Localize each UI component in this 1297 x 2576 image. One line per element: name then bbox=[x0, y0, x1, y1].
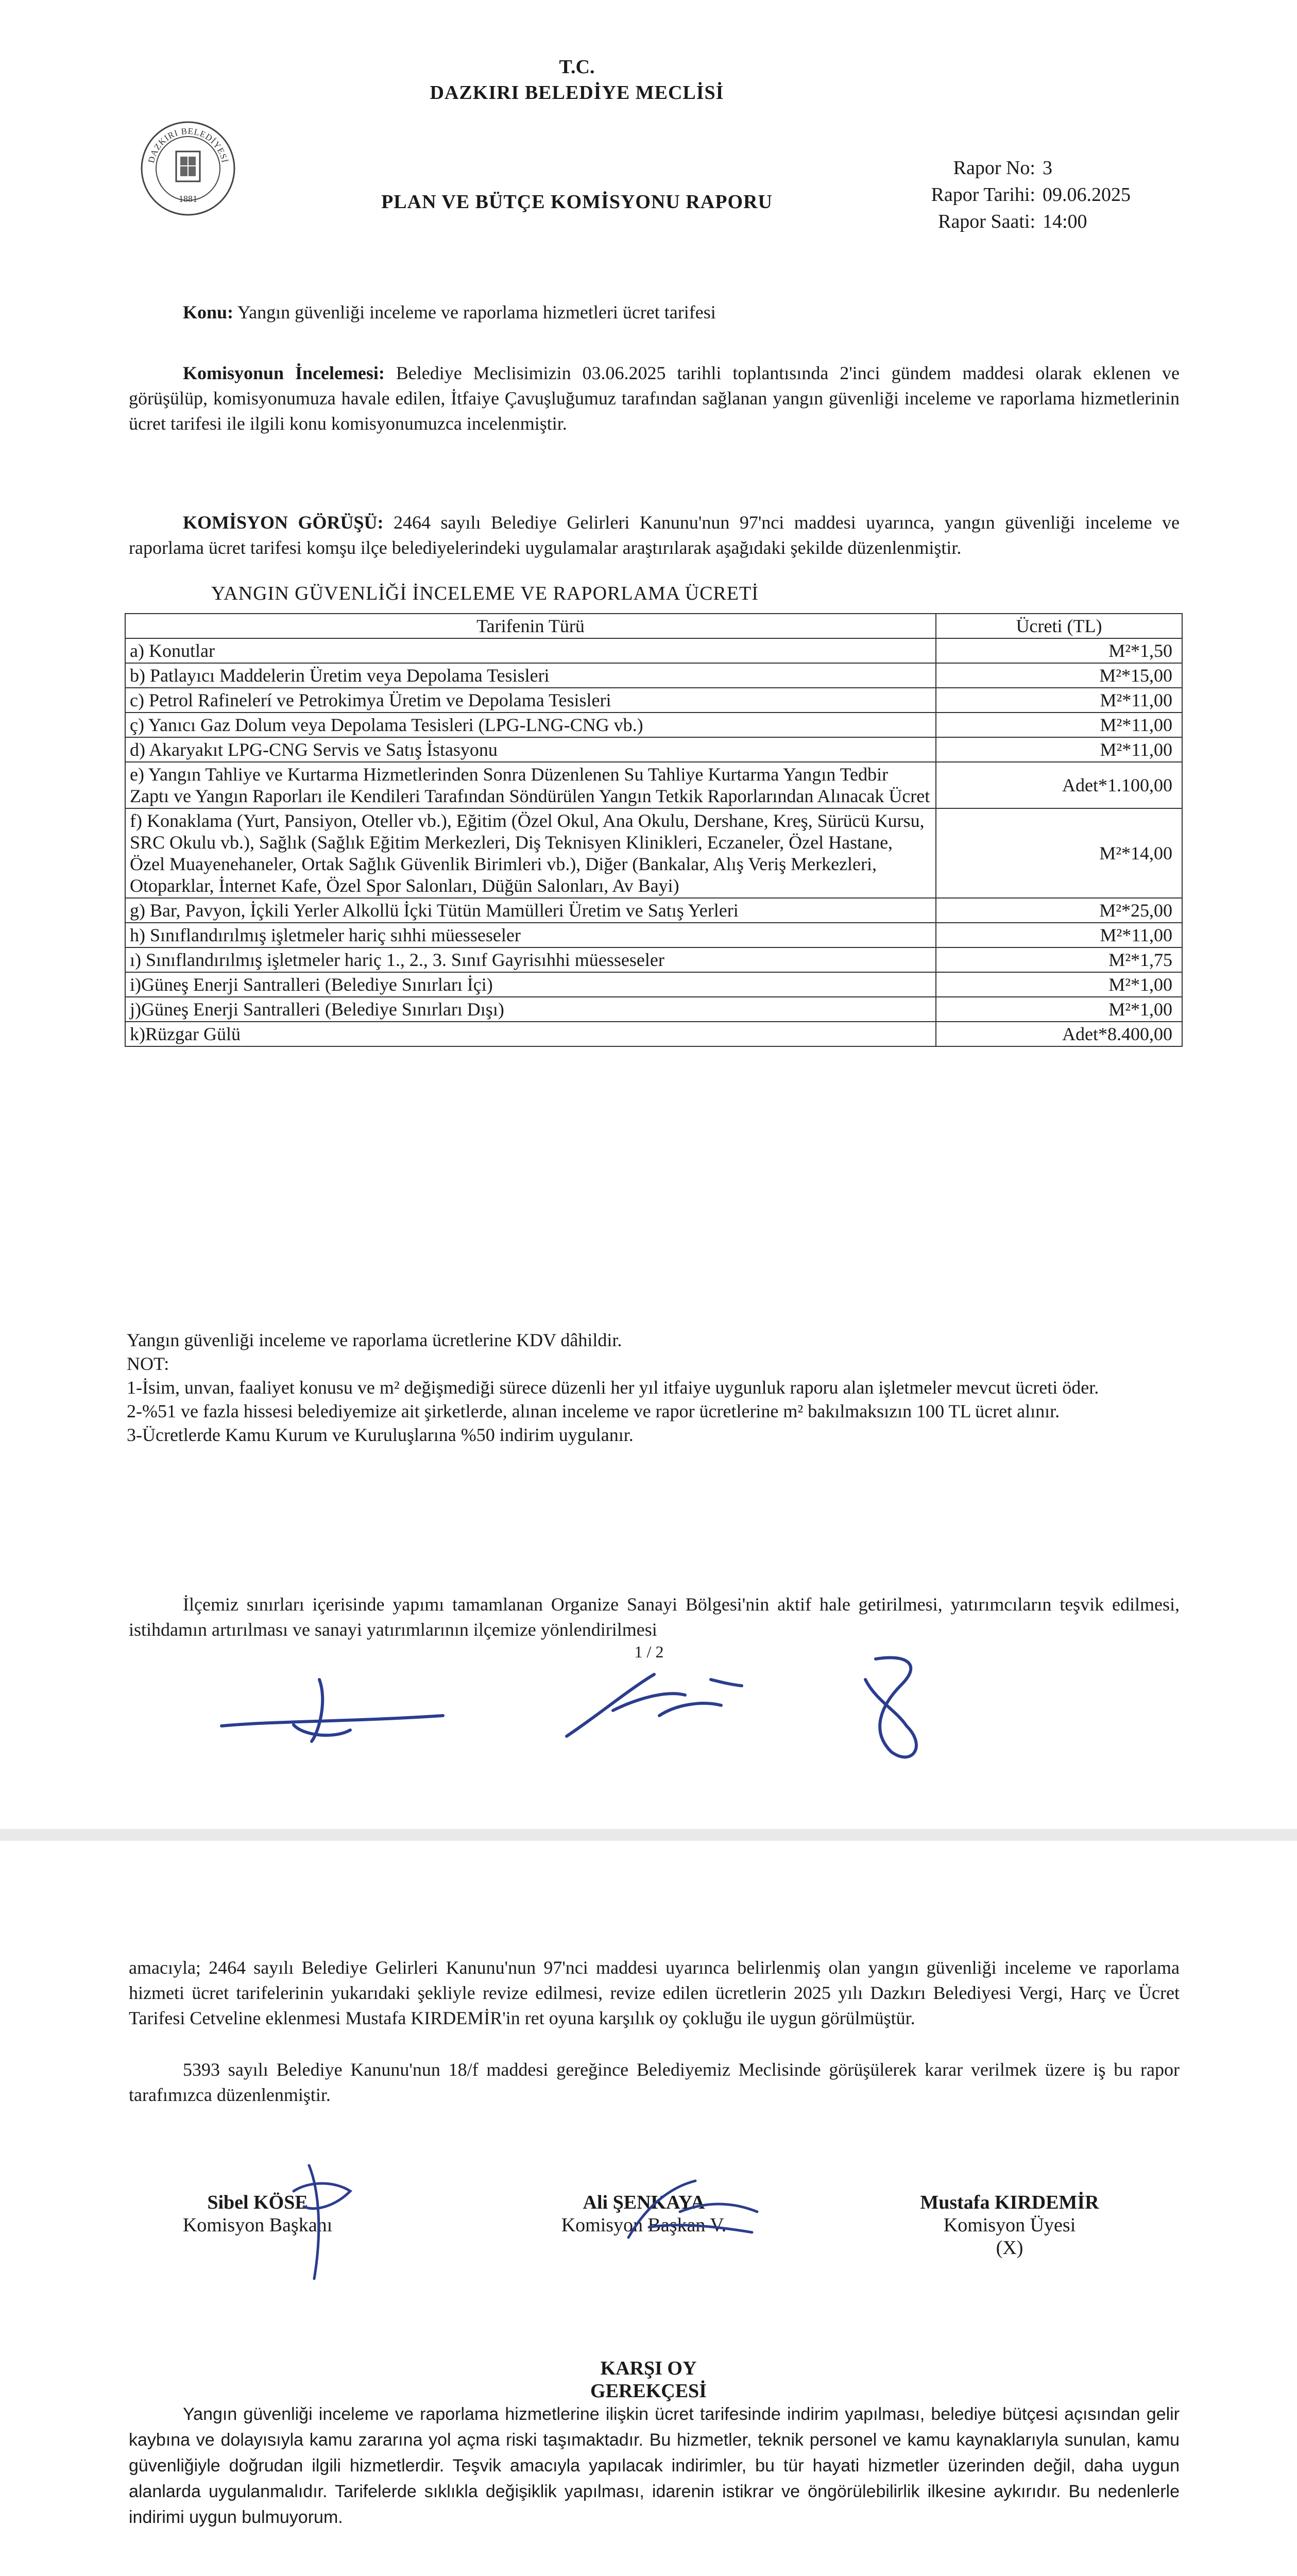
signature-1-icon bbox=[216, 1664, 453, 1752]
fee-amount-cell: M²*11,00 bbox=[936, 713, 1182, 737]
fee-type-cell: j)Güneş Enerji Santralleri (Belediye Sınırları Dışı) bbox=[125, 997, 936, 1022]
svg-text:DAZKIRI BELEDİYESİ: DAZKIRI BELEDİYESİ bbox=[146, 126, 230, 164]
signer-chair-name: Sibel KÖSE bbox=[207, 2192, 308, 2213]
fee-type-cell: g) Bar, Pavyon, İçkili Yerler Alkollü İçki Tütün Mamülleri Üretim ve Satış Yerleri bbox=[125, 898, 936, 923]
fee-amount-cell: M²*1,00 bbox=[936, 997, 1182, 1022]
fee-type-cell: b) Patlayıcı Maddelerin Üretim veya Depolama Tesisleri bbox=[125, 663, 936, 688]
fee-table-row bbox=[125, 737, 1182, 762]
fee-type-cell: f) Konaklama (Yurt, Pansiyon, Oteller vb.), Eğitim (Özel Okul, Ana Okulu, Dershane, Kreş, Sürücü Kursu, SRC Okulu vb.), Sağlık (Sağlık Eğitim Merkezleri, Diş Teknisyen Klinikleri, Eczaneler, Özel Hastane, Özel Muayenehaneler, Ortak Sağlık Güvenlik Birimleri vb.), Diğer (Bankalar, Alış Veriş Merkezleri, Otoparklar, İnternet Kafe, Özel Spor Salonları, Düğün Salonları, Av Bayi) bbox=[125, 808, 936, 898]
fee-amount-cell: M²*15,00 bbox=[936, 663, 1182, 688]
fee-table-row bbox=[125, 947, 1182, 972]
report-title: PLAN VE BÜTÇE KOMİSYONU RAPORU bbox=[381, 191, 773, 213]
signer-chair-role: Komisyon Başkanı bbox=[182, 2214, 333, 2236]
fee-table-header-type: Tarifenin Türü bbox=[125, 614, 936, 638]
subject-text: Yangın güvenliği inceleme ve raporlama hizmetleri ücret tarifesi bbox=[237, 302, 716, 323]
subject-line bbox=[183, 300, 1162, 325]
fee-type-cell: h) Sınıflandırılmış işletmeler hariç sıhhi müesseseler bbox=[125, 923, 936, 947]
report-time-row bbox=[896, 208, 1257, 235]
fee-table-row bbox=[125, 972, 1182, 997]
signature-vice-chair-icon bbox=[618, 2171, 773, 2248]
fee-amount-cell: M²*25,00 bbox=[936, 898, 1182, 923]
note-3: 3-Ücretlerde Kamu Kurum ve Kuruluşlarına %50 indirim uygulanır. bbox=[127, 1425, 634, 1445]
fee-table-row bbox=[125, 713, 1182, 737]
note-vat: Yangın güvenliği inceleme ve raporlama ücretlerine KDV dâhildir. bbox=[127, 1330, 622, 1350]
fee-amount-cell: Adet*8.400,00 bbox=[936, 1022, 1182, 1046]
subject-label: Konu: bbox=[183, 302, 234, 323]
opinion-label: KOMİSYON GÖRÜŞÜ: bbox=[183, 512, 384, 533]
continuation-paragraph: amacıyla; 2464 sayılı Belediye Gelirleri Kanunu'nun 97'nci maddesi uyarınca belirlenmiş olan yangın güvenliği inceleme ve raporlama hizmeti ücret tarifelerinin yukarıdaki şekliyle revize edilmesi, revize edilen ücretlerin 2025 yılı Dazkırı Belediyesi Vergi, Harç ve Ücret Tarifesi Cetveline eklenmesi Mustafa KIRDEMİR'in ret oyuna karşılık oy çokluğu ile uygun görülmüştür. bbox=[129, 1957, 1180, 2028]
fee-table-row bbox=[125, 688, 1182, 713]
fee-type-cell: i)Güneş Enerji Santralleri (Belediye Sınırları İçi) bbox=[125, 972, 936, 997]
report-number-value: 3 bbox=[1043, 157, 1052, 179]
signer-vice-chair-role: Komisyon Başkan V. bbox=[561, 2214, 727, 2236]
fee-type-cell: d) Akaryakıt LPG-CNG Servis ve Satış İstasyonu bbox=[125, 737, 936, 762]
signer-member-name: Mustafa KIRDEMİR bbox=[920, 2192, 1099, 2213]
signature-chair-icon bbox=[273, 2160, 376, 2284]
fee-amount-cell: M²*11,00 bbox=[936, 688, 1182, 713]
header-organization: DAZKIRI BELEDİYE MECLİSİ bbox=[430, 82, 724, 104]
note-heading: NOT: bbox=[127, 1353, 169, 1374]
fee-table-row bbox=[125, 1022, 1182, 1046]
signer-member-vote-mark: (X) bbox=[996, 2237, 1023, 2259]
fee-amount-cell: M²*14,00 bbox=[936, 808, 1182, 898]
dissent-title: KARŞI OY GEREKÇESİ bbox=[590, 2358, 707, 2402]
closing-paragraph: İlçemiz sınırları içerisinde yapımı tamamlanan Organize Sanayi Bölgesi'nin aktif hale getirilmesi, yatırımcıların teşvik edilmesi, istihdamın artırılması ve sanayi yatırımlarının ilçemize yönlendirilmesi bbox=[129, 1594, 1180, 1640]
fee-table-row bbox=[125, 898, 1182, 923]
note-1: 1-İsim, unvan, faaliyet konusu ve m² değişmediği sürece düzenli her yıl itfaiye uygunluk raporu alan işletmeler mevcut ücreti öder. bbox=[127, 1377, 1099, 1398]
review-text: Belediye Meclisimizin 03.06.2025 tarihli toplantısında 2'inci gündem maddesi olarak eklenen ve görüşülüp, komisyonumuza havale edilen, İtfaiye Çavuşluğumuz tarafından sağlanan yangın güvenliği inceleme ve raporlama hizmetlerinin ücret tarifesi ile ilgili konu komisyonumuzca incelenmiştir. bbox=[129, 363, 1180, 434]
report-date-row bbox=[896, 181, 1257, 208]
fee-type-cell: ç) Yanıcı Gaz Dolum veya Depolama Tesisleri (LPG-LNG-CNG vb.) bbox=[125, 713, 936, 737]
dissent-paragraph: Yangın güvenliği inceleme ve raporlama hizmetlerine ilişkin ücret tarifesinde indirim yapılması, belediye bütçesi açısından gelir kaybına ve dolayısıyla kamu zararına yol açma riski taşımaktadır. Bu hizmetler, teknik personel ve kamu kaynaklarıyla sunulan, kamu güvenliğiyle doğrudan ilgili hizmetlerdir. Teşvik amacıyla yapılacak indirimler, bu tür hayati hizmetler üzerinden değil, daha uygun alanlarda uygulanmalıdır. Tarifelerde sıklıkla değişiklik yapılması, idarenin istikrar ve öngörülebilirlik ilkesine aykırıdır. Bu nedenlerle indirimi uygun bulmuyorum. bbox=[129, 2404, 1180, 2527]
municipality-seal-icon bbox=[139, 120, 237, 217]
page-2 bbox=[0, 1841, 1297, 2576]
fee-table-row bbox=[125, 923, 1182, 947]
signer-member bbox=[876, 2191, 1144, 2259]
fee-type-cell: c) Petrol Rafinelerí ve Petrokimya Üretim ve Depolama Tesisleri bbox=[125, 688, 936, 713]
fee-amount-cell: Adet*1.100,00 bbox=[936, 762, 1182, 808]
fee-table-header-row bbox=[125, 614, 1182, 638]
opinion-text: 2464 sayılı Belediye Gelirleri Kanunu'nun 97'nci maddesi uyarınca, yangın güvenliği inceleme ve raporlama ücret tarifesi komşu ilçe belediyelerindeki uygulamalar araştırılarak aşağıdaki şekilde düzenlenmiştir. bbox=[129, 512, 1180, 558]
page-gap bbox=[0, 1829, 1297, 1841]
report-time-value: 14:00 bbox=[1043, 211, 1087, 232]
report-date-label: Rapor Tarihi: bbox=[931, 184, 1035, 206]
header-tc: T.C. bbox=[559, 56, 595, 78]
fee-table-notes bbox=[127, 1328, 1147, 1447]
signer-vice-chair-name: Ali ŞENKAYA bbox=[583, 2192, 705, 2213]
fee-table-row bbox=[125, 663, 1182, 688]
law-reference-paragraph: 5393 sayılı Belediye Kanunu'nun 18/f maddesi gereğince Belediyemiz Meclisinde görüşülerek karar verilmek üzere iş bu rapor tarafımızca düzenlenmiştir. bbox=[129, 2059, 1180, 2105]
committee-opinion-paragraph bbox=[129, 510, 1180, 561]
report-number-row bbox=[896, 155, 1257, 181]
report-number-label: Rapor No: bbox=[953, 157, 1035, 179]
fee-amount-cell: M²*11,00 bbox=[936, 737, 1182, 762]
fee-table-row bbox=[125, 997, 1182, 1022]
fee-table-row bbox=[125, 808, 1182, 898]
committee-review-paragraph bbox=[129, 361, 1180, 436]
page-number-1: 1 / 2 bbox=[634, 1642, 664, 1661]
report-time-label: Rapor Saati: bbox=[938, 211, 1035, 232]
signer-member-role: Komisyon Üyesi bbox=[943, 2214, 1076, 2236]
fee-amount-cell: M²*1,75 bbox=[936, 947, 1182, 972]
signature-3-icon bbox=[845, 1649, 948, 1772]
fee-type-cell: k)Rüzgar Gülü bbox=[125, 1022, 936, 1046]
fee-table-row bbox=[125, 638, 1182, 663]
svg-text:1881: 1881 bbox=[179, 194, 197, 204]
review-label: Komisyonun İncelemesi: bbox=[183, 363, 385, 383]
signature-2-icon bbox=[556, 1659, 752, 1747]
note-2: 2-%51 ve fazla hissesi belediyemize ait şirketlerde, alınan inceleme ve rapor ücretlerine m² bakılmaksızın 100 TL ücret alınır. bbox=[127, 1401, 1060, 1421]
fee-type-cell: ı) Sınıflandırılmış işletmeler hariç 1., 2., 3. Sınıf Gayrisıhhi müesseseler bbox=[125, 947, 936, 972]
fee-type-cell: e) Yangın Tahliye ve Kurtarma Hizmetlerinden Sonra Düzenlenen Su Tahliye Kurtarma Yangın Tedbir Zaptı ve Yangın Raporları ile Kendileri Tarafından Söndürülen Yangın Tetkik Raporlarından Alınacak Ücret bbox=[125, 762, 936, 808]
fee-table-row bbox=[125, 762, 1182, 808]
fee-amount-cell: M²*1,00 bbox=[936, 972, 1182, 997]
fee-table-title: YANGIN GÜVENLİĞİ İNCELEME VE RAPORLAMA ÜCRETİ bbox=[211, 583, 759, 604]
fee-type-cell: a) Konutlar bbox=[125, 638, 936, 663]
fee-amount-cell: M²*11,00 bbox=[936, 923, 1182, 947]
fee-amount-cell: M²*1,50 bbox=[936, 638, 1182, 663]
report-date-value: 09.06.2025 bbox=[1043, 184, 1131, 206]
fee-table-header-fee: Ücreti (TL) bbox=[936, 614, 1182, 638]
fee-table bbox=[125, 613, 1183, 1047]
